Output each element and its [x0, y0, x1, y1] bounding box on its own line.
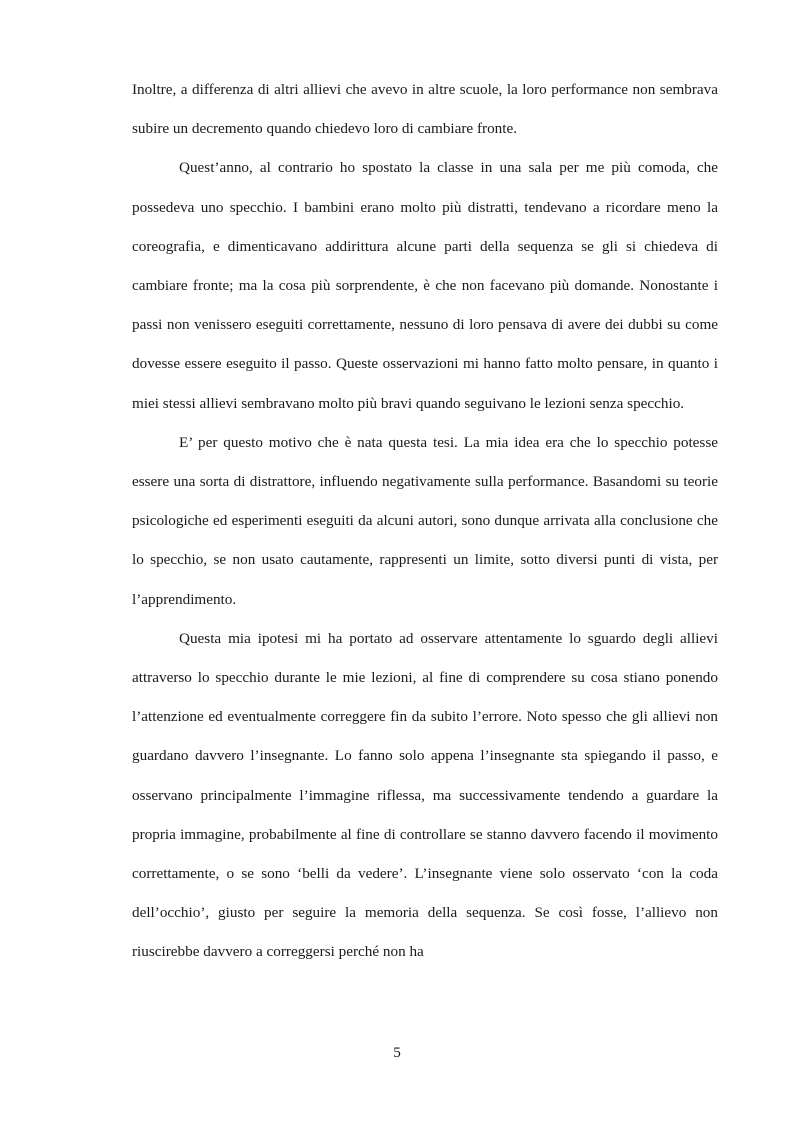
- paragraph-3: E’ per questo motivo che è nata questa tesi. La mia idea era che lo specchio potesse essere una sorta di distrattore, influendo negativamente sulla performance. Basandomi su teorie psicologiche ed esperimenti eseguiti da alcuni autori, sono dunque arrivata alla conclusione che lo specchio, se non usato cautamente, rappresenti un limite, sotto diversi punti di vista, per l’apprendimento.: [132, 433, 718, 608]
- page-number: 5: [393, 1044, 401, 1061]
- paragraph-4: Questa mia ipotesi mi ha portato ad osservare attentamente lo sguardo degli allievi attraverso lo specchio durante le mie lezioni, al fine di comprendere su cosa stiano ponendo l’attenzione ed eventualmente correggere fin da subito l’errore. Noto spesso che gli allievi non guardano davvero l’insegnante. Lo fanno solo appena l’insegnante sta spiegando il passo, e osservano principalmente l’immagine riflessa, ma successivamente tendendo a guardare la propria immagine, probabilmente al fine di controllare se stanno davvero facendo il movimento correttamente, o se sono ‘belli da vedere’. L’insegnante viene solo osservato ‘con la coda dell’occhio’, giusto per seguire la memoria della sequenza. Se così fosse, l’allievo non riuscirebbe davvero a correggersi perché non ha: [132, 629, 718, 961]
- paragraph-1: Inoltre, a differenza di altri allievi che avevo in altre scuole, la loro performance non sembrava subire un decremento quando chiedevo loro di cambiare fronte.: [132, 81, 718, 138]
- paragraph-2: Quest’anno, al contrario ho spostato la classe in una sala per me più comoda, che possedeva uno specchio. I bambini erano molto più distratti, tendevano a ricordare meno la coreografia, e dimenticavano addirittura alcune parti della sequenza se gli si chiedeva di cambiare fronte; ma la cosa più sorprendente, è che non facevano più domande. Nonostante i passi non venissero eseguiti correttamente, nessuno di loro pensava di avere dei dubbi su come dovesse essere eseguito il passo. Queste osservazioni mi hanno fatto molto pensare, in quanto i miei stessi allievi sembravano molto più bravi quando seguivano le lezioni senza specchio.: [132, 159, 718, 412]
- page-body: [132, 70, 718, 972]
